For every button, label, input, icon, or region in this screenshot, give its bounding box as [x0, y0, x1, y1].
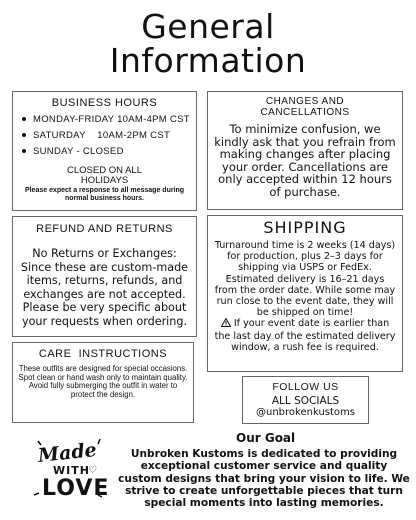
follow-title: FOLLOW US [272, 381, 339, 393]
made-with-love-logo [30, 437, 108, 507]
changes-title-line1: CHANGES AND [265, 96, 345, 107]
care-line-2: Spot clean or hand wash only to maintain quality. [18, 372, 188, 382]
logo-made: Made [37, 438, 98, 468]
shipping-text-2: If your event date is earlier than the last day of the estimated delivery window, a rush fee is required. [214, 318, 396, 353]
page-title-line1: General [141, 7, 275, 46]
changes-box [207, 91, 403, 210]
business-hours-title: BUSINESS HOURS [51, 97, 158, 109]
business-hours-box [12, 91, 197, 211]
shipping-title: SHIPPING [263, 218, 347, 237]
refund-box [12, 216, 197, 337]
shipping-warning [213, 318, 397, 353]
changes-body: To minimize confusion, we kindly ask that you refrain from making changes after placing your order. Cancellations are only accepted within 12 hours of purchase. [214, 122, 396, 199]
goal-body: Unbroken Kustoms is dedicated to providing exceptional customer service and quality custom designs that bring your vision to life. We strive to create unforgettable pieces that turn special moments into lasting memories. [118, 448, 410, 510]
care-line-3: Avoid fully submerging the outfit in water to protect the design. [28, 381, 178, 399]
response-note: Please expect a response to all message during normal business hours. [24, 187, 185, 202]
hours-item: MONDAY-FRIDAY 10AM-4PM CST [19, 114, 196, 125]
changes-title [208, 96, 402, 118]
heart-icon: ♡ [88, 465, 97, 476]
shipping-body [213, 240, 397, 353]
shipping-text-1: Turnaround time is 2 weeks (14 days) for production, plus 2–3 days for shipping via USPS or FedEx. Estimated delivery is 16–21 days from the order date. While some may run close to the event date, they will be shipped on time! [214, 240, 396, 319]
page-title [0, 7, 416, 80]
care-box [12, 342, 194, 423]
page-title-line2: Information [109, 41, 307, 80]
refund-title: REFUND AND RETURNS [36, 223, 173, 235]
follow-box [242, 376, 369, 424]
holiday-notice [13, 166, 196, 186]
business-hours-list [19, 114, 196, 157]
goal-title: Our Goal [236, 431, 296, 445]
logo-love: LOVE [42, 476, 110, 501]
follow-social: ALL SOCIALS [271, 395, 340, 407]
hours-item: SATURDAY 10AM-2PM CST [19, 130, 196, 141]
logo-with: WITH [53, 464, 90, 477]
follow-handle[interactable]: @unbrokenkustoms [256, 407, 355, 418]
holiday-line1: CLOSED ON ALL [67, 165, 142, 176]
changes-title-line2: CANCELLATIONS [260, 107, 350, 118]
holiday-line2: HOLIDAYS [80, 175, 129, 186]
warning-icon [221, 318, 231, 330]
hours-item: SUNDAY - CLOSED [19, 146, 196, 157]
care-line-1: These outfits are designed for special occasions. [18, 364, 188, 373]
refund-body: No Returns or Exchanges: Since these are custom-made items, returns, refunds, and exchanges are not accepted. Please be very specific about your requests when ordering. [20, 247, 189, 328]
care-body [17, 365, 189, 399]
care-title: CARE INSTRUCTIONS [38, 348, 168, 360]
shipping-box [207, 215, 403, 372]
